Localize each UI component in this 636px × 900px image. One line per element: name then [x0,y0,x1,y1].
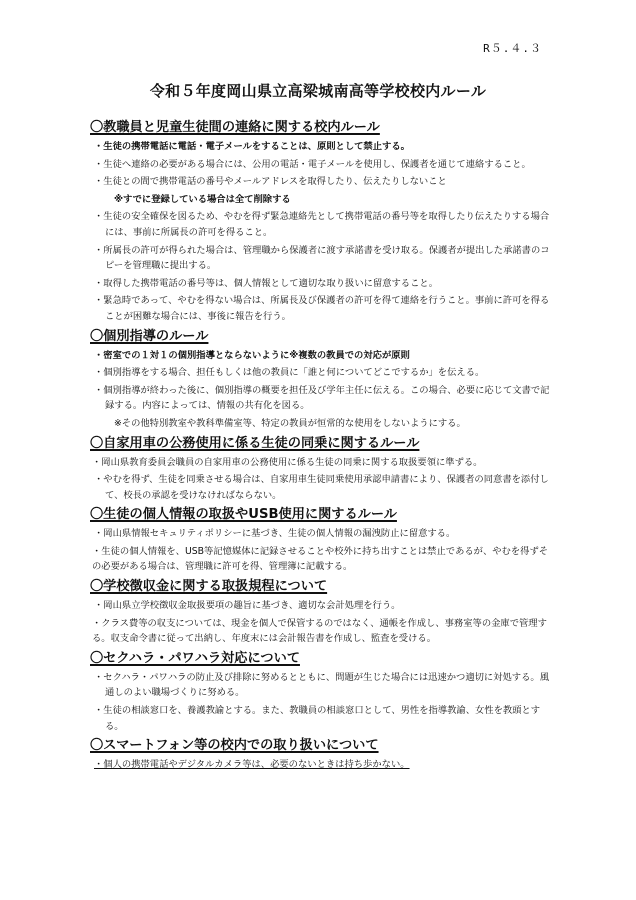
section-heading: 〇スマートフォン等の校内での取り扱いについて [90,738,379,754]
document-date: R５.４.３ [483,42,542,55]
rule-item: ・生徒の安全確保を図るため、やむを得ず緊急連絡先として携帯電話の番号等を取得したり伝えたりする場合には、事前に所属長の許可を得ること。 [94,211,550,238]
rule-item: ・個別指導をする場合、担任もしくは他の教員に「誰と何についてどこでするか」を伝える。 [94,367,485,379]
section-heading: 〇個別指導のルール [90,328,209,344]
section-heading: 〇教職員と児童生徒間の連絡に関する校内ルール [90,120,380,135]
rule-item: ・生徒へ連絡の必要がある場合には、公用の電話・電子メールを使用し、保護者を通じて連絡すること。 [94,158,531,170]
rule-item: ・個人の携帯電話やデジタルカメラ等は、必要のないときは持ち歩かない。 [94,759,410,771]
section-individual-guidance [92,327,556,432]
rule-item: ・やむを得ず、生徒を同乗させる場合は、自家用車生徒同乗使用承認申請書により、保護者の同意書を添付して、校長の承認を受けなければならない。 [94,474,549,501]
section-private-car-use [92,434,556,504]
section-heading: 〇自家用車の公務使用に係る生徒の同乗に関するルール [90,435,420,451]
rule-note: ※すでに登録している場合は全て削除する [114,193,291,205]
document-title: 令和５年度岡山県立高梁城南高等学校校内ルール [149,82,487,100]
rule-item: ・岡山県情報セキュリティポリシーに基づき、生徒の個人情報の漏洩防止に留意する。 [94,528,456,540]
rule-item: ・緊急時であって、やむを得ない場合は、所属長及び保護者の許可を得て連絡を行うこと。事前に許可を得ることが困難な場合には、事後に報告を行う。 [94,295,550,322]
rule-item: ・取得した携帯電話の番号等は、個人情報として適切な取り扱いに留意すること。 [94,277,438,289]
rule-item: ・個別指導が終わった後に、個別指導の概要を担任及び学年主任に伝える。この場合、必要に応じて文書で記録する。内容によっては、情報の共有化を図る。 [94,384,550,412]
rule-item: ・生徒の携帯電話に電話・電子メールをすることは、原則として禁止する。 [94,141,410,152]
rule-item: ・密室での１対１の個別指導とならないように※複数の教員での対応が原則 [94,349,410,361]
rule-item: ・生徒の相談窓口を、養護教諭とする。また、教職員の相談窓口として、男性を指導教諭、女性を教頭とする。 [94,705,541,732]
section-personal-info-usb [92,505,556,575]
section-teacher-student-contact [92,118,556,325]
section-heading: 〇学校徴収金に関する取扱規程について [90,579,328,595]
rule-item: ・クラス費等の収支については、現金を個人で保管するのではなく、通帳を作成し、事務室等の金庫で管理する。収支命令書に従って出納し、年度末には会計報告書を作成し、監査を受ける。 [92,617,547,645]
document-body [92,118,556,775]
section-school-fees [92,577,556,647]
rule-item: ・岡山県教育委員会職員の自家用車の公務使用に係る生徒の同乗に関する取扱要領に準ずる。 [92,456,483,468]
rule-note: ※その他特別教室や教科準備室等、特定の教員が恒常的な使用をしないようにする。 [114,417,466,429]
section-smartphone [92,736,556,773]
section-heading: 〇生徒の個人情報の取扱やUSB使用に関するルール [90,507,397,523]
rule-item: ・岡山県立学校徴収金取扱要項の趣旨に基づき、適切な会計処理を行う。 [94,600,401,612]
rule-item: ・生徒との間で携帯電話の番号やメールアドレスを取得したり、伝えたりしないこと [94,176,447,188]
rule-item: ・セクハラ・パワハラの防止及び排除に努めるとともに、問題が生じた場合には迅速かつ適切に対処する。風通しのよい職場づくりに努める。 [94,671,549,699]
section-harassment [92,649,556,734]
rule-item: ・生徒の個人情報を、USB等記憶媒体に記録させることや校外に持ち出すことは禁止であるが、やむを得ずその必要がある場合は、管理職に許可を得、管理簿に記載する。 [92,545,549,573]
section-heading: 〇セクハラ・パワハラ対応について [90,650,300,666]
rule-item: ・所属長の許可が得られた場合は、管理職から保護者に渡す承諾書を受け取る。保護者が提出した承諾書のコピーを管理職に提出する。 [94,244,550,272]
